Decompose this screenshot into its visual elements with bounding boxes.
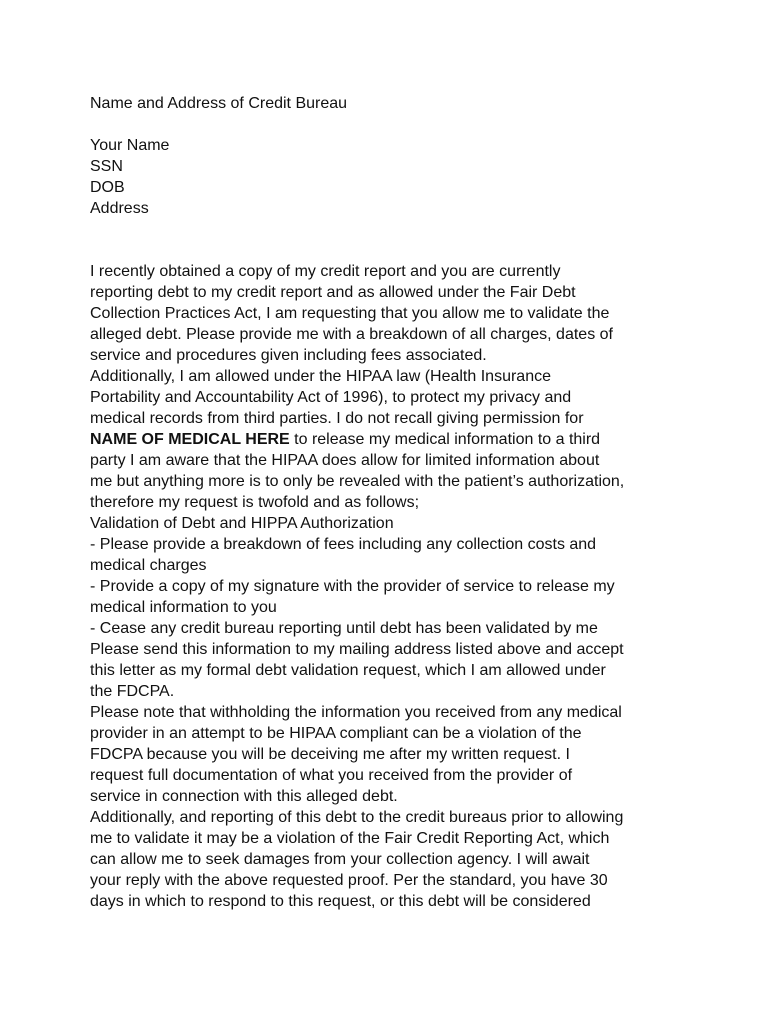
text-line: Portability and Accountability Act of 1996), to protect my privacy and xyxy=(90,389,572,406)
medical-provider-line xyxy=(90,429,700,450)
text-line: service in connection with this alleged debt. xyxy=(90,788,398,805)
text-line: the FDCPA. xyxy=(90,683,175,700)
text-line: service and procedures given including fees associated. xyxy=(90,347,487,364)
medical-line-rest: to release my medical information to a third xyxy=(289,431,601,448)
recipient-block xyxy=(90,93,700,114)
text-line: this letter as my formal debt validation request, which I am allowed under xyxy=(90,662,606,679)
sender-name: Your Name xyxy=(90,137,170,154)
text-line: me to validate it may be a violation of the Fair Credit Reporting Act, which xyxy=(90,830,610,847)
text-line: Please note that withholding the information you received from any medical xyxy=(90,704,622,721)
text-line: alleged debt. Please provide me with a breakdown of all charges, dates of xyxy=(90,326,613,343)
text-line: days in which to respond to this request, or this debt will be considered xyxy=(90,893,591,910)
text-line: provider in an attempt to be HIPAA compliant can be a violation of the xyxy=(90,725,582,742)
text-line: can allow me to seek damages from your collection agency. I will await xyxy=(90,851,590,868)
text-line: your reply with the above requested proof. Per the standard, you have 30 xyxy=(90,872,608,889)
text-line: - Cease any credit bureau reporting until debt has been validated by me xyxy=(90,620,598,637)
medical-name-placeholder: NAME OF MEDICAL HERE xyxy=(90,431,290,448)
text-line: medical records from third parties. I do not recall giving permission for xyxy=(90,410,584,427)
letter-body xyxy=(90,93,700,912)
letter-paragraphs xyxy=(90,261,700,912)
sender-address: Address xyxy=(90,200,149,217)
sender-block xyxy=(90,135,700,219)
text-line: - Provide a copy of my signature with the provider of service to release my xyxy=(90,578,615,595)
text-line: request full documentation of what you received from the provider of xyxy=(90,767,573,784)
text-line: Please send this information to my mailing address listed above and accept xyxy=(90,641,624,658)
text-line: me but anything more is to only be revealed with the patient’s authorization, xyxy=(90,473,625,490)
text-line: Collection Practices Act, I am requesting that you allow me to validate the xyxy=(90,305,610,322)
text-line: I recently obtained a copy of my credit report and you are currently xyxy=(90,263,561,280)
text-line: reporting debt to my credit report and as allowed under the Fair Debt xyxy=(90,284,576,301)
recipient-line: Name and Address of Credit Bureau xyxy=(90,95,348,112)
text-line: - Please provide a breakdown of fees including any collection costs and xyxy=(90,536,597,553)
text-line: Validation of Debt and HIPPA Authorization xyxy=(90,515,394,532)
text-line: FDCPA because you will be deceiving me after my written request. I xyxy=(90,746,570,763)
text-line: Additionally, I am allowed under the HIPAA law (Health Insurance xyxy=(90,368,551,385)
text-line: therefore my request is twofold and as follows; xyxy=(90,494,420,511)
sender-dob: DOB xyxy=(90,179,125,196)
text-line: medical information to you xyxy=(90,599,277,616)
text-line: Additionally, and reporting of this debt to the credit bureaus prior to allowing xyxy=(90,809,624,826)
text-line: party I am aware that the HIPAA does allow for limited information about xyxy=(90,452,600,469)
text-line: medical charges xyxy=(90,557,207,574)
sender-ssn: SSN xyxy=(90,158,123,175)
